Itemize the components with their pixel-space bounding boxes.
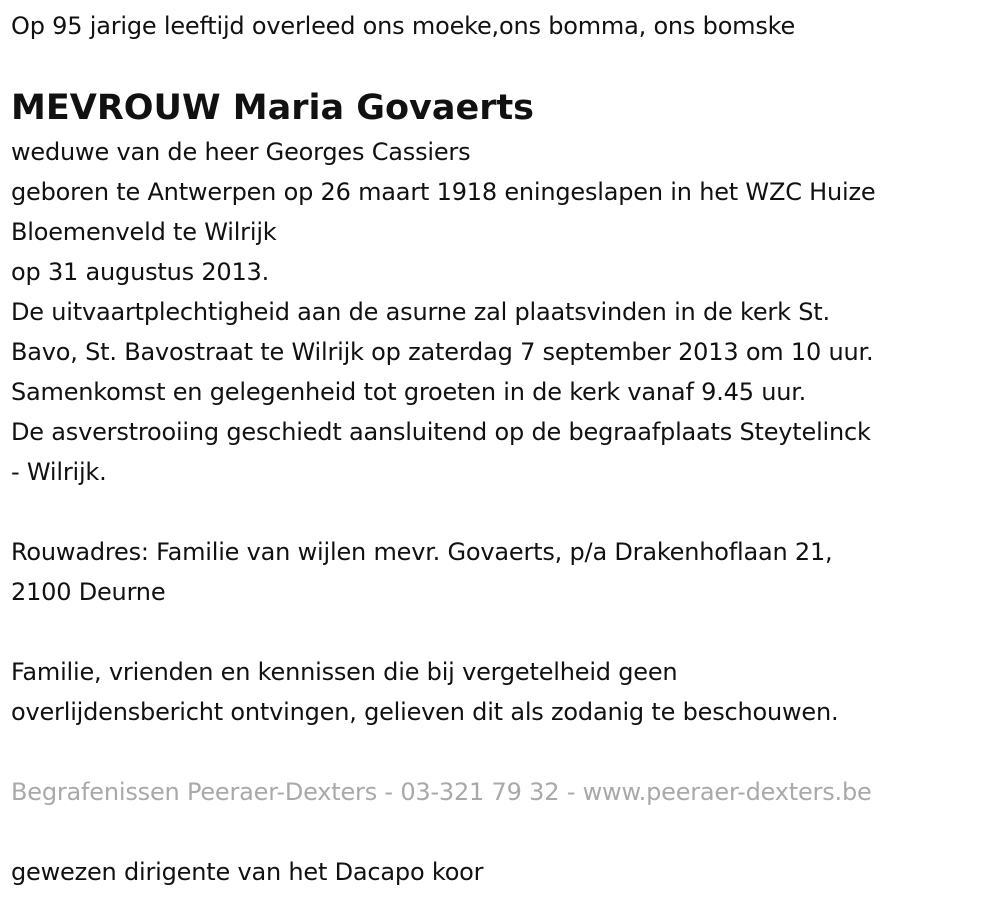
spacer [11, 612, 986, 652]
body-line: op 31 augustus 2013. [11, 258, 270, 286]
spacer [11, 492, 986, 532]
body-line: De asverstrooiing geschiedt aansluitend op de begraafplaats Steytelinck [11, 418, 871, 446]
mourning-address [11, 532, 986, 612]
closing-note: gewezen dirigente van het Dacapo koor [11, 858, 484, 886]
body-line: - Wilrijk. [11, 458, 107, 486]
spacer [11, 732, 986, 772]
body-line: weduwe van de heer Georges Cassiers [11, 138, 471, 166]
spacer [11, 812, 986, 852]
intro-text: Op 95 jarige leeftijd overleed ons moeke,ons bomma, ons bomske [11, 12, 796, 40]
address-line: Rouwadres: Familie van wijlen mevr. Govaerts, p/a Drakenhoflaan 21, [11, 538, 833, 566]
body-line: Bloemenveld te Wilrijk [11, 218, 277, 246]
body-line: geboren te Antwerpen op 26 maart 1918 eningeslapen in het WZC Huize [11, 178, 876, 206]
death-notice [11, 8, 986, 892]
notice-body [11, 132, 986, 492]
body-line: Samenkomst en gelegenheid tot groeten in de kerk vanaf 9.45 uur. [11, 378, 807, 406]
body-line: De uitvaartplechtigheid aan de asurne zal plaatsvinden in de kerk St. [11, 298, 830, 326]
address-line: 2100 Deurne [11, 578, 166, 606]
family-message [11, 652, 986, 732]
funeral-home-credit: Begrafenissen Peeraer-Dexters - 03-321 79 32 - www.peeraer-dexters.be [11, 778, 872, 806]
family-line: overlijdensbericht ontvingen, gelieven dit als zodanig te beschouwen. [11, 698, 839, 726]
body-line: Bavo, St. Bavostraat te Wilrijk op zaterdag 7 september 2013 om 10 uur. [11, 338, 874, 366]
family-line: Familie, vrienden en kennissen die bij vergetelheid geen [11, 658, 678, 686]
deceased-name: MEVROUW Maria Govaerts [11, 88, 535, 128]
